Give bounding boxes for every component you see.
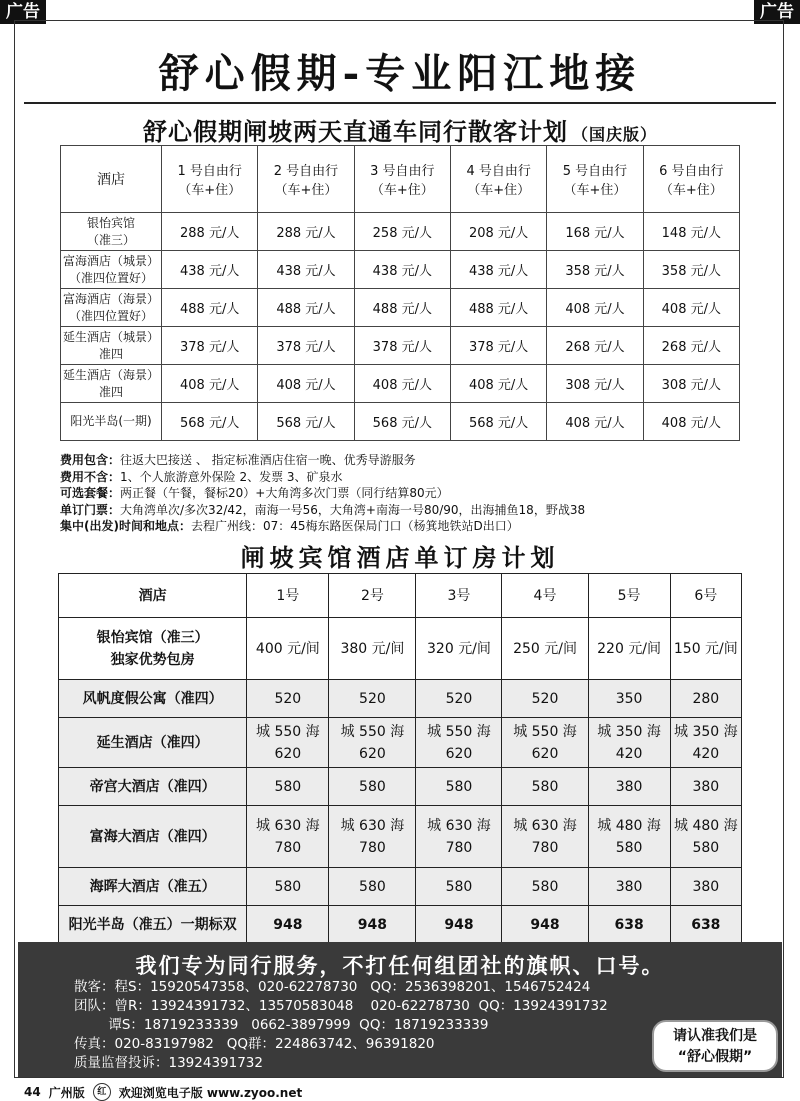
plan1-hotel-line: 准四 [98, 346, 123, 361]
plan2-price-line: 250 元/间 [513, 640, 577, 657]
plan2-price-line: 城 350 海 [674, 723, 738, 740]
plan2-price-line: 580 [359, 878, 386, 895]
fee-note-label: 集中(出发)时间和地点： [60, 519, 191, 533]
plan2-price-cell [329, 768, 416, 806]
plan2-price-cell [416, 680, 502, 718]
plan1-header-line: （车+住） [563, 183, 627, 198]
plan1-hotel-cell [61, 289, 162, 327]
plan1-price-cell: 438 元/人 [450, 251, 546, 289]
plan2-price-cell [247, 768, 329, 806]
fee-note-label: 费用包含： [60, 453, 121, 467]
plan1-title [0, 112, 800, 147]
plan2-price-cell [670, 680, 741, 718]
plan2-price-cell [329, 906, 416, 944]
plan2-price-cell [588, 906, 670, 944]
plan2-price-cell [416, 906, 502, 944]
plan2-price-line: 638 [614, 916, 644, 933]
plan1-price-cell: 488 元/人 [258, 289, 354, 327]
plan2-price-line: 620 [274, 745, 302, 762]
plan2-price-cell [502, 680, 588, 718]
plan2-price-line: 948 [444, 916, 474, 933]
plan1-header-col [354, 146, 450, 213]
plan2-price-line: 580 [445, 778, 473, 795]
plan2-price-line: 320 元/间 [427, 640, 491, 657]
plan2-price-line: 620 [531, 745, 559, 762]
plan1-hotel-cell [61, 251, 162, 289]
plan2-hotel-line: 帝宫大酒店（准四） [89, 778, 216, 795]
plan2-row [59, 680, 742, 718]
plan2-price-cell [416, 868, 502, 906]
plan2-price-line: 城 480 海 [597, 817, 661, 834]
badge-line-1: 请认准我们是 [673, 1028, 757, 1044]
plan2-price-line: 150 元/间 [673, 640, 738, 657]
plan1-price-cell: 568 元/人 [450, 403, 546, 441]
plan1-hotel-line: （准四位置好） [68, 308, 153, 323]
plan2-price-cell [670, 906, 741, 944]
fee-note-line [60, 485, 760, 502]
plan2-price-line: 380 元/间 [340, 640, 405, 657]
plan1-price-cell: 208 元/人 [450, 213, 546, 251]
plan2-header-cell: 4号 [502, 574, 588, 618]
plan2-row [59, 618, 742, 680]
brand-badge [652, 1020, 778, 1072]
plan1-row [61, 289, 740, 327]
plan2-hotel-line: 海晖大酒店（准五） [89, 878, 216, 895]
plan2-price-cell [329, 680, 416, 718]
plan2-price-cell [670, 718, 741, 768]
plan1-hotel-cell [61, 365, 162, 403]
plan2-price-line: 580 [692, 839, 720, 856]
plan2-price-line: 580 [274, 778, 302, 795]
fee-note-line [60, 469, 760, 486]
plan2-price-cell [502, 906, 588, 944]
plan1-header-line: 1 号自由行 [177, 164, 242, 179]
contact-line: 传真：020-83197982 QQ群：224863742、96391820 [74, 1036, 435, 1052]
plan1-price-cell: 408 元/人 [162, 365, 258, 403]
fee-notes [60, 452, 760, 535]
plan1-price-cell: 408 元/人 [643, 289, 739, 327]
plan2-price-line: 580 [359, 778, 386, 795]
plan1-hotel-line: （准三） [86, 232, 135, 247]
ad-label-right: 广告 [754, 0, 800, 24]
plan2-hotel-cell [59, 680, 247, 718]
plan2-price-line: 城 630 海 [340, 817, 405, 834]
contact-lines [74, 978, 608, 1073]
plan1-price-cell: 568 元/人 [258, 403, 354, 441]
plan2-price-line: 780 [359, 839, 386, 856]
plan1-price-cell: 268 元/人 [643, 327, 739, 365]
fee-note-line [60, 518, 760, 535]
plan2-price-cell [416, 718, 502, 768]
plan1-hotel-line: 阳光半岛(一期) [70, 414, 152, 428]
plan2-hotel-cell [59, 768, 247, 806]
plan2-price-line: 280 [692, 690, 720, 707]
plan2-price-cell [502, 868, 588, 906]
plan1-hotel-cell [61, 403, 162, 441]
plan2-price-line: 780 [274, 839, 302, 856]
plan2-price-line: 520 [531, 690, 559, 707]
plan1-title-text: 舒心假期闸坡两天直通车同行散客计划 [142, 118, 568, 146]
fee-note-line [60, 502, 760, 519]
plan1-price-cell: 168 元/人 [547, 213, 643, 251]
plan2-price-cell [588, 718, 670, 768]
plan1-header-col [162, 146, 258, 213]
website-link[interactable]: 欢迎浏览电子版 www.zyoo.net [118, 1085, 303, 1100]
plan2-price-line: 780 [531, 839, 559, 856]
plan1-hotel-line: 延生酒店（海景） [62, 367, 159, 382]
plan2-hotel-cell [59, 718, 247, 768]
page-number: 44 [24, 1085, 41, 1099]
plan2-title: 闸坡宾馆酒店单订房计划 [240, 544, 560, 572]
plan2-header-cell: 6号 [670, 574, 741, 618]
plan1-header-line: （车+住） [659, 183, 723, 198]
plan2-row [59, 718, 742, 768]
plan2-price-cell [588, 768, 670, 806]
plan2-row [59, 806, 742, 868]
plan1-price-cell: 408 元/人 [258, 365, 354, 403]
contact-line: 散客：程S：15920547358、020-62278730 QQ：2536398201、1546752424 [74, 979, 591, 995]
plan2-price-line: 520 [359, 690, 386, 707]
plan1-price-cell: 438 元/人 [162, 251, 258, 289]
contact-line: 团队：曾R：13924391732、13570583048 020-62278730 QQ：13924391732 [74, 998, 608, 1014]
plan1-hotel-line: 富海酒店（城景） [62, 253, 159, 268]
plan2-price-line: 城 350 海 [597, 723, 661, 740]
plan1-price-cell: 288 元/人 [258, 213, 354, 251]
plan2-hotel-cell [59, 618, 247, 680]
plan1-header-line: 4 号自由行 [466, 164, 531, 179]
fee-note-label: 可选套餐： [60, 486, 121, 500]
edition-label: 广州版 [48, 1085, 85, 1100]
plan2-price-line: 城 630 海 [256, 817, 320, 834]
plan2-table [58, 573, 742, 944]
plan2-price-line: 580 [615, 839, 643, 856]
plan2-row [59, 868, 742, 906]
plan2-price-line: 380 [615, 778, 643, 795]
plan2-price-line: 380 [692, 878, 720, 895]
contact-panel [18, 942, 782, 1077]
plan2-price-line: 620 [445, 745, 473, 762]
contact-line: 谭S：18719233339 0662-3897999 QQ：18719233339 [74, 1017, 489, 1033]
plan1-row [61, 251, 740, 289]
plan1-header-line: （车+住） [178, 183, 242, 198]
plan2-price-cell [588, 868, 670, 906]
plan2-row [59, 768, 742, 806]
plan2-price-line: 城 630 海 [427, 817, 491, 834]
plan2-price-line: 城 550 海 [427, 723, 491, 740]
plan2-price-cell [670, 868, 741, 906]
plan1-price-cell: 408 元/人 [643, 403, 739, 441]
plan2-price-cell [588, 806, 670, 868]
plan2-hotel-line: 银怡宾馆（准三） [96, 629, 209, 646]
plan1-header-line: 6 号自由行 [659, 164, 724, 179]
plan2-price-cell [588, 680, 670, 718]
plan1-hotel-line: 富海酒店（海景） [62, 291, 159, 306]
plan2-price-line: 城 550 海 [256, 723, 320, 740]
plan2-header-cell: 酒店 [59, 574, 247, 618]
fee-note-text: 大角湾单次/多次32/42，南海一号56，大角湾+南海一号80/90，出海捕鱼18，野战38 [120, 502, 586, 517]
publisher-logo-icon: 红 [93, 1083, 111, 1101]
plan1-hotel-line: （准四位置好） [68, 270, 153, 285]
plan2-price-line: 580 [274, 878, 302, 895]
plan1-header-row [61, 146, 740, 213]
plan1-price-cell: 358 元/人 [643, 251, 739, 289]
plan1-row [61, 213, 740, 251]
plan2-price-line: 350 [615, 690, 643, 707]
plan1-hotel-line: 银怡宾馆 [86, 215, 135, 230]
contact-line: 质量监督投诉：13924391732 [74, 1055, 263, 1071]
plan1-price-cell: 258 元/人 [354, 213, 450, 251]
plan2-price-line: 城 550 海 [513, 723, 577, 740]
plan1-price-cell: 568 元/人 [354, 403, 450, 441]
plan2-price-cell [416, 768, 502, 806]
plan2-hotel-line: 独家优势包房 [110, 651, 195, 668]
plan2-price-line: 城 630 海 [513, 817, 577, 834]
plan1-price-cell: 438 元/人 [354, 251, 450, 289]
plan2-price-line: 948 [357, 916, 388, 933]
plan2-price-line: 948 [530, 916, 560, 933]
plan2-hotel-line: 富海大酒店（准四） [89, 828, 216, 845]
plan2-price-cell [329, 618, 416, 680]
plan2-price-cell [588, 618, 670, 680]
plan2-price-line: 城 550 海 [340, 723, 405, 740]
plan2-price-line: 520 [274, 690, 302, 707]
plan2-row [59, 906, 742, 944]
plan1-price-cell: 488 元/人 [354, 289, 450, 327]
plan2-price-cell [502, 618, 588, 680]
plan1-price-cell: 488 元/人 [450, 289, 546, 327]
plan1-price-cell: 378 元/人 [258, 327, 354, 365]
ad-label-left: 广告 [0, 0, 46, 24]
plan2-price-cell [502, 768, 588, 806]
plan2-price-line: 城 480 海 [674, 817, 738, 834]
plan2-hotel-line: 风帆度假公寓（准四） [82, 690, 223, 707]
plan1-price-cell: 268 元/人 [547, 327, 643, 365]
plan2-price-cell [670, 806, 741, 868]
plan2-price-cell [670, 768, 741, 806]
plan1-header-col [258, 146, 354, 213]
plan2-price-line: 380 [615, 878, 643, 895]
plan1-price-cell: 378 元/人 [450, 327, 546, 365]
plan1-header-col [547, 146, 643, 213]
plan2-price-line: 580 [531, 778, 559, 795]
plan2-price-line: 638 [691, 916, 721, 933]
plan2-price-line: 400 元/间 [255, 640, 320, 657]
plan1-price-cell: 408 元/人 [547, 403, 643, 441]
plan1-price-cell: 488 元/人 [162, 289, 258, 327]
plan2-hotel-cell [59, 806, 247, 868]
plan1-header-line: （车+住） [274, 183, 338, 198]
plan2-price-cell [247, 680, 329, 718]
plan1-hotel-cell [61, 327, 162, 365]
fee-note-label: 费用不含： [60, 469, 121, 484]
plan2-hotel-line: 延生酒店（准四） [96, 734, 209, 751]
plan1-row [61, 365, 740, 403]
plan1-header-line: （车+住） [370, 183, 434, 198]
plan1-price-cell: 408 元/人 [450, 365, 546, 403]
plan1-row [61, 327, 740, 365]
plan1-price-cell: 408 元/人 [354, 365, 450, 403]
plan1-header-line: 3 号自由行 [370, 164, 435, 179]
plan1-header-col [450, 146, 546, 213]
plan2-hotel-line: 阳光半岛（准五）一期标双 [68, 916, 237, 933]
plan1-price-cell: 148 元/人 [643, 213, 739, 251]
fee-note-text: 两正餐（午餐，餐标20）+大角湾多次门票（同行结算80元） [120, 486, 449, 500]
plan1-price-cell: 568 元/人 [162, 403, 258, 441]
plan1-row [61, 403, 740, 441]
fee-note-text: 去程广州线：07：45梅东路医保局门口（杨箕地铁站D出口） [190, 519, 519, 533]
plan2-price-cell [329, 806, 416, 868]
plan2-header-cell: 5号 [588, 574, 670, 618]
plan2-price-cell [247, 718, 329, 768]
title-divider [24, 102, 776, 104]
plan2-price-line: 948 [273, 916, 303, 933]
plan2-price-cell [329, 868, 416, 906]
plan1-price-cell: 378 元/人 [162, 327, 258, 365]
plan2-header-cell: 3号 [416, 574, 502, 618]
fee-note-text: 1、个人旅游意外保险 2、发票 3、矿泉水 [120, 469, 343, 484]
plan1-hotel-cell [61, 213, 162, 251]
plan2-price-cell [502, 806, 588, 868]
plan2-price-cell [247, 906, 329, 944]
badge-line-2: “舒心假期” [677, 1049, 753, 1065]
plan1-price-cell: 408 元/人 [547, 289, 643, 327]
plan1-hotel-line: 准四 [98, 384, 123, 399]
plan2-price-cell [247, 806, 329, 868]
plan2-header-cell: 1号 [247, 574, 329, 618]
page-footer [24, 1083, 302, 1101]
plan1-price-cell: 358 元/人 [547, 251, 643, 289]
plan2-price-line: 520 [445, 690, 473, 707]
plan1-price-cell: 308 元/人 [547, 365, 643, 403]
plan2-hotel-cell [59, 868, 247, 906]
plan1-header-line: （车+住） [467, 183, 531, 198]
plan2-price-line: 420 [615, 745, 643, 762]
fee-note-line [60, 452, 760, 469]
plan2-price-cell [416, 806, 502, 868]
plan2-price-cell [329, 718, 416, 768]
plan1-hotel-line: 延生酒店（城景） [62, 329, 159, 344]
main-title: 舒心假期-专业阳江地接 [158, 50, 642, 97]
plan2-price-cell [670, 618, 741, 680]
plan1-price-cell: 438 元/人 [258, 251, 354, 289]
plan2-price-line: 580 [531, 878, 559, 895]
plan2-header-row [59, 574, 742, 618]
plan2-price-line: 620 [359, 745, 386, 762]
plan2-price-line: 780 [445, 839, 473, 856]
plan1-header-line: 5 号自由行 [562, 164, 628, 179]
plan1-price-cell: 288 元/人 [162, 213, 258, 251]
plan1-table [60, 145, 740, 441]
plan1-price-cell: 378 元/人 [354, 327, 450, 365]
fee-note-text: 往返大巴接送 、 指定标准酒店住宿一晚、优秀导游服务 [120, 453, 416, 467]
plan1-price-cell: 308 元/人 [643, 365, 739, 403]
plan2-price-line: 580 [445, 878, 473, 895]
plan1-edition: （国庆版） [571, 125, 657, 144]
plan2-header-cell: 2号 [329, 574, 416, 618]
plan2-price-line: 380 [692, 778, 720, 795]
plan2-price-line: 220 元/间 [597, 640, 662, 657]
plan2-price-line: 420 [692, 745, 720, 762]
plan2-price-cell [247, 618, 329, 680]
plan2-price-cell [416, 618, 502, 680]
plan2-price-cell [502, 718, 588, 768]
fee-note-label: 单订门票： [60, 502, 121, 517]
slogan: 我们专为同行服务，不打任何组团社的旗帜、口号。 [135, 954, 665, 978]
plan1-header-col [643, 146, 739, 213]
plan1-header-hotel: 酒店 [61, 146, 162, 213]
plan1-header-line: 2 号自由行 [273, 164, 339, 179]
plan2-price-cell [247, 868, 329, 906]
plan2-hotel-cell [59, 906, 247, 944]
